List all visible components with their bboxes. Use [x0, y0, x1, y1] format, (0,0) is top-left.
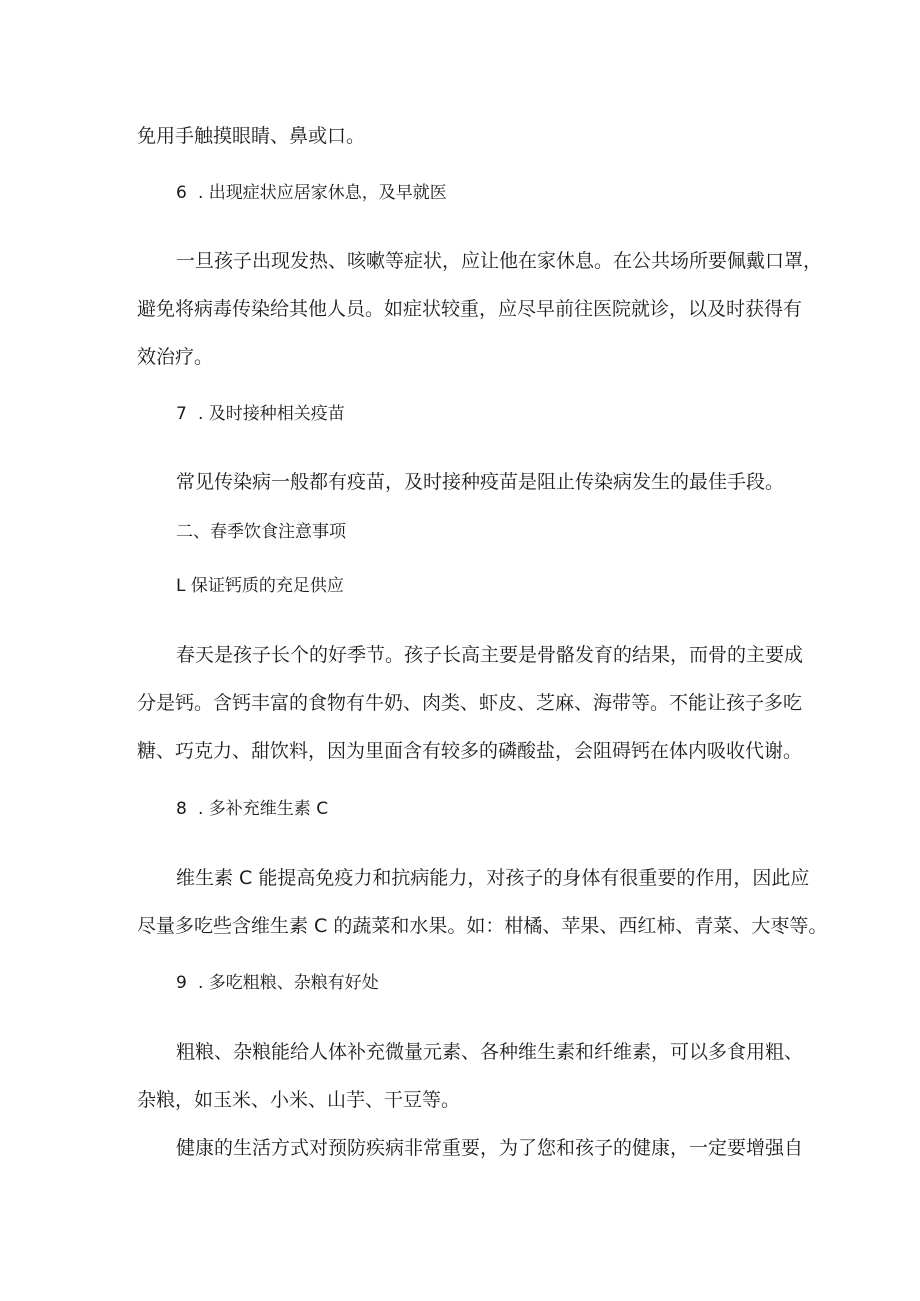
paragraph-line: 效治疗。: [137, 346, 214, 368]
paragraph-line: 杂粮，如玉米、小米、山芋、干豆等。: [137, 1089, 461, 1111]
item-heading-8: [176, 797, 328, 821]
paragraph-line: 健康的生活方式对预防疾病非常重要，为了您和孩子的健康，一定要增强自: [176, 1137, 804, 1159]
item-number: 7: [176, 404, 187, 424]
paragraph-line: 分是钙。含钙丰富的食物有牛奶、肉类、虾皮、芝麻、海带等。不能让孩子多吃: [137, 692, 803, 714]
paragraph-line: 常见传染病一般都有疫苗，及时接种疫苗是阻止传染病发生的最佳手段。: [176, 471, 785, 493]
item-heading-text: . 及时接种相关疫苗: [198, 404, 345, 424]
paragraph-line: 春天是孩子长个的好季节。孩子长高主要是骨骼发育的结果，而骨的主要成: [176, 644, 804, 666]
section-heading: 二、春季饮食注意事项: [176, 522, 346, 542]
paragraph-line: 粗粮、杂粮能给人体补充微量元素、各种维生素和纤维素，可以多食用粗、: [176, 1041, 804, 1063]
item-number: 6: [176, 183, 187, 203]
item-heading-text: . 多吃粗粮、杂粮有好处: [198, 973, 379, 993]
item-heading-6: [176, 181, 447, 205]
item-number: 8: [176, 799, 187, 819]
item-heading-7: [176, 402, 345, 426]
item-heading-9: [176, 971, 379, 995]
item-heading-text: . 出现症状应居家休息，及早就医: [198, 183, 447, 203]
item-heading-l: L 保证钙质的充足供应: [176, 576, 344, 596]
paragraph-line: 一旦孩子出现发热、咳嗽等症状，应让他在家休息。在公共场所要佩戴口罩，: [176, 250, 823, 272]
item-heading-text: . 多补充维生素 C: [198, 799, 329, 819]
paragraph-line: 免用手触摸眼睛、鼻或口。: [137, 125, 366, 147]
paragraph-line: 避免将病毒传染给其他人员。如症状较重，应尽早前往医院就诊，以及时获得有: [137, 298, 803, 320]
paragraph-line: 维生素 C 能提高免疫力和抗病能力，对孩子的身体有很重要的作用，因此应: [176, 867, 810, 889]
paragraph-line: 尽量多吃些含维生素 C 的蔬菜和水果。如：柑橘、苹果、西红柿、青菜、大枣等。: [137, 915, 828, 937]
paragraph-line: 糖、巧克力、甜饮料，因为里面含有较多的磷酸盐，会阻碍钙在体内吸收代谢。: [137, 740, 803, 762]
item-number: 9: [176, 973, 187, 993]
